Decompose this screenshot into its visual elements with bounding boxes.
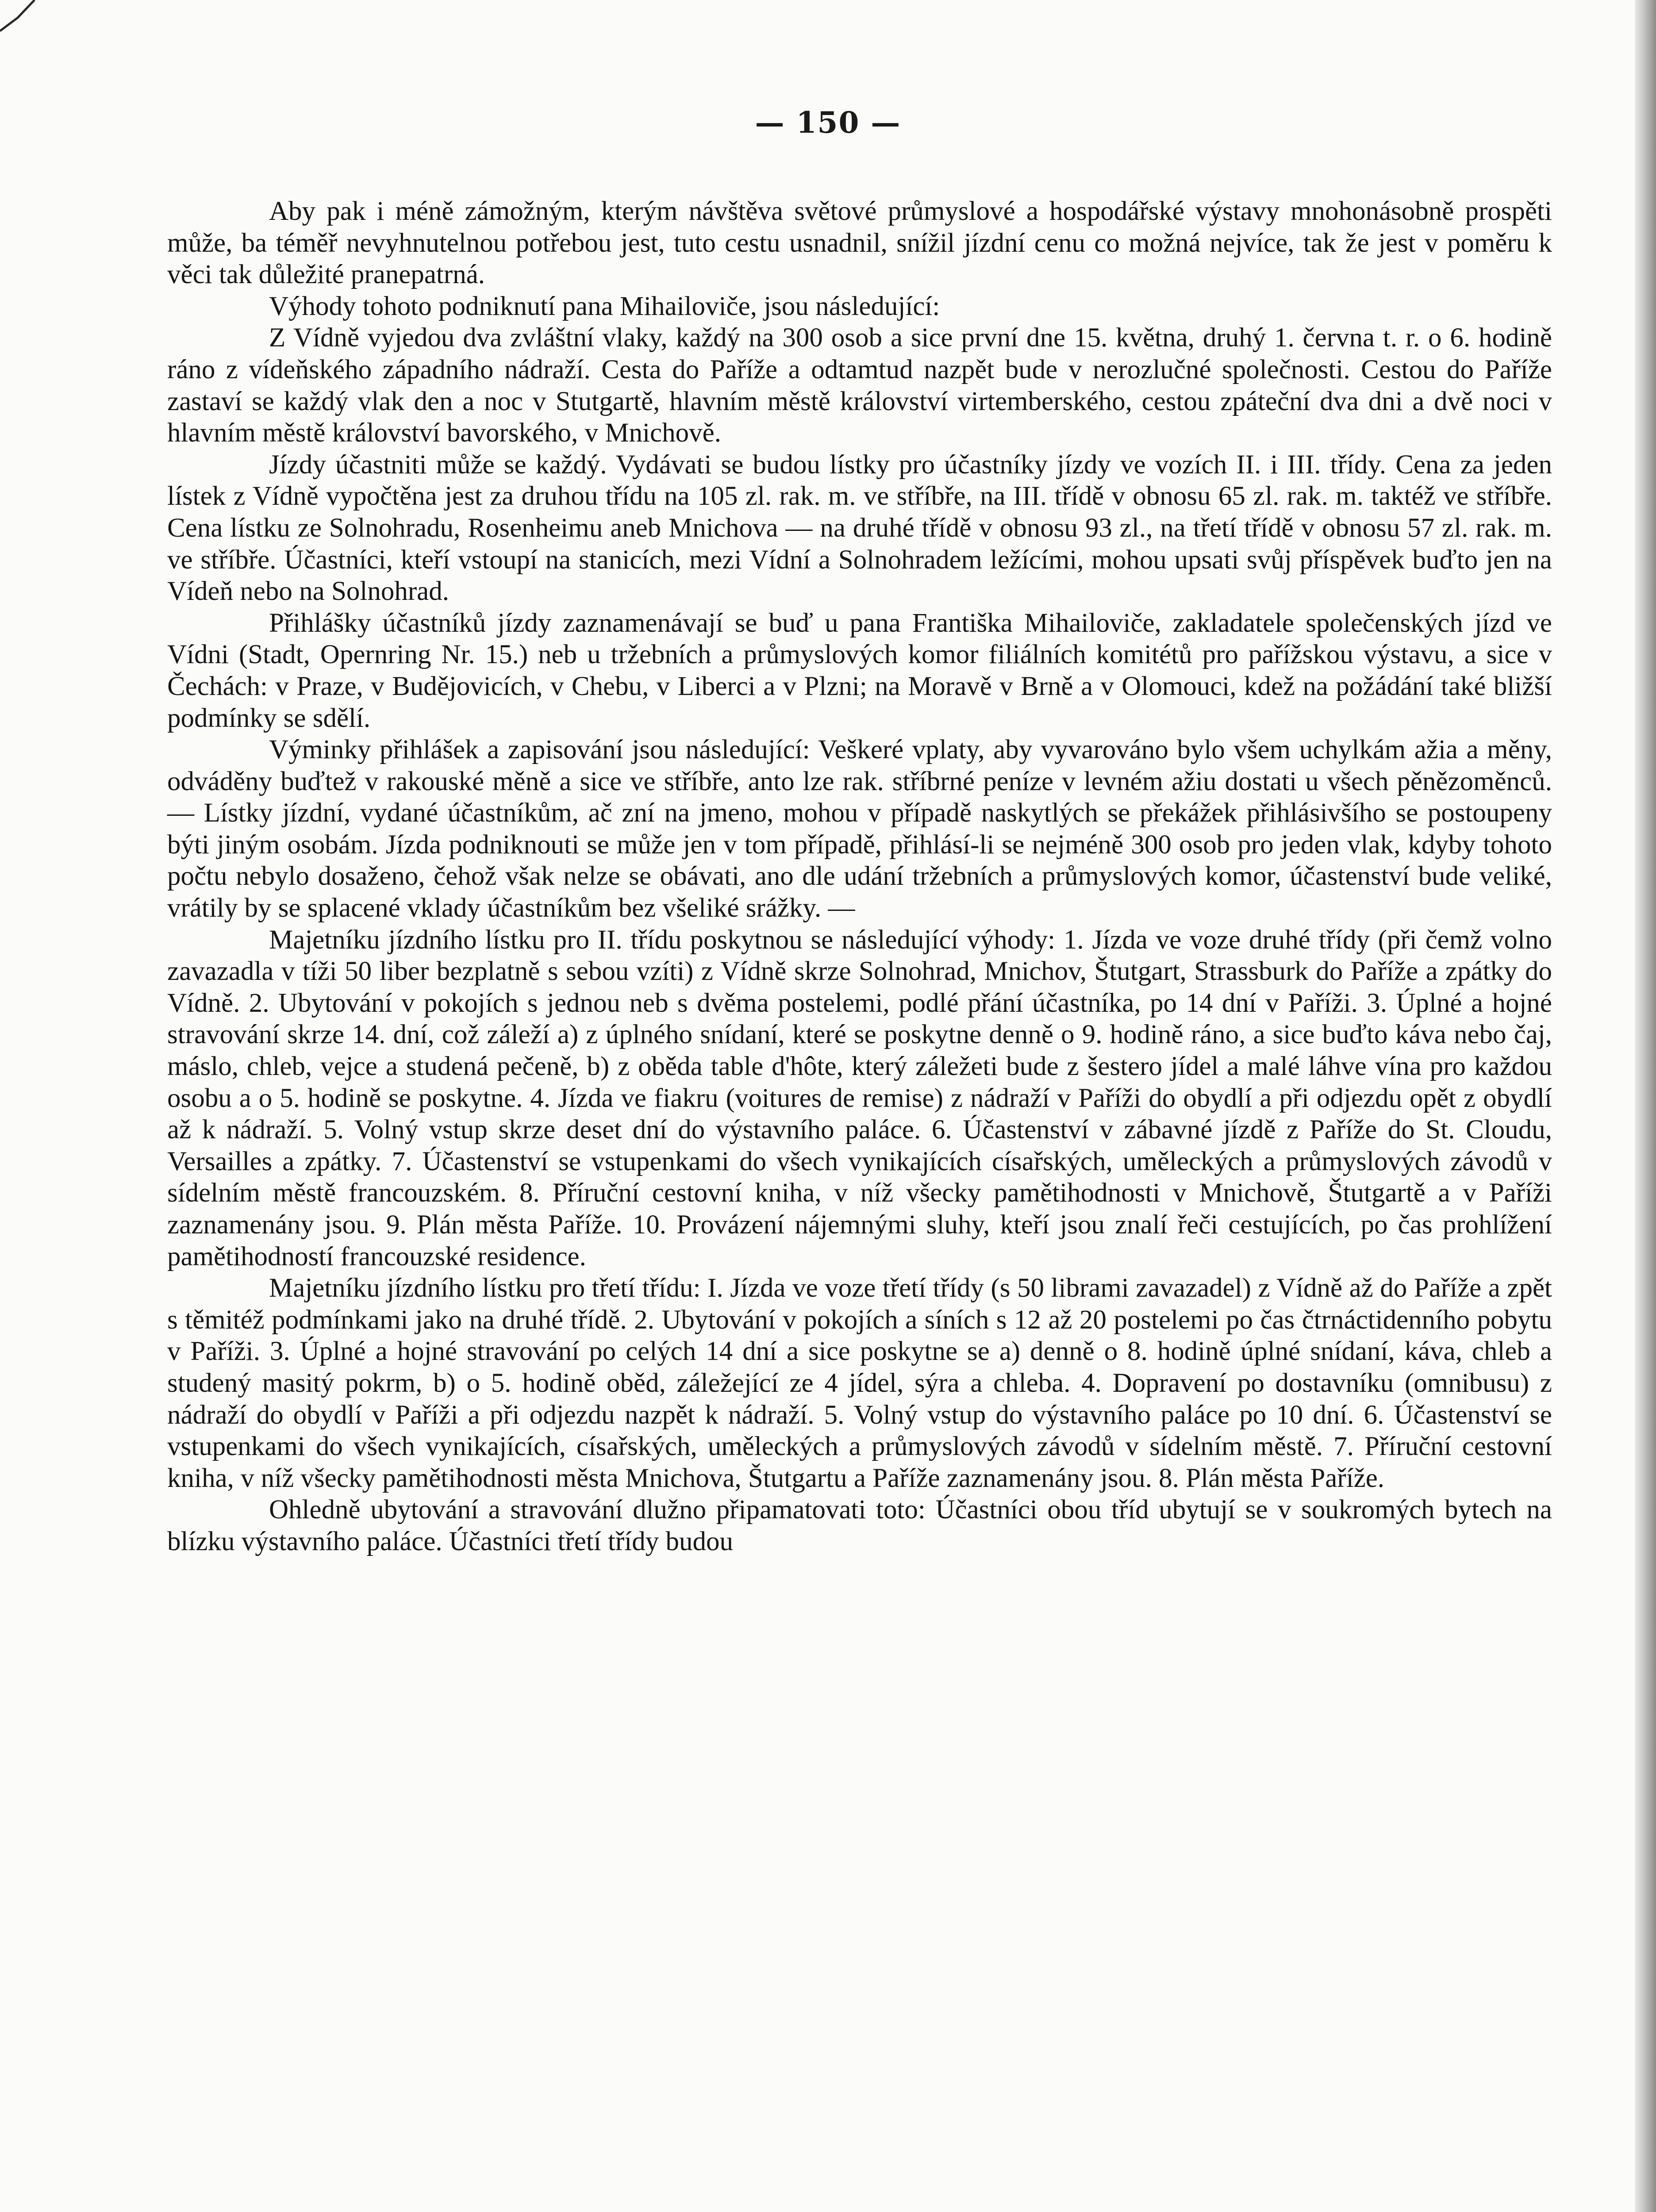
- paragraph: Jízdy účastniti může se každý. Vydávati se budou lístky pro účastníky jízdy ve vozích II. i III. třídy. Cena za jeden lístek z Vídně vypočtěna jest za druhou třídu na 105 zl. rak. m. ve stříbře, na III. třídě v obnosu 65 zl. rak. m. taktéž ve stříbře. Cena lístku ze Solnohradu, Rosenheimu aneb Mnichova — na druhé třídě v obnosu 93 zl., na třetí třídě v obnosu 57 zl. rak. m. ve stříbře. Účastníci, kteří vstoupí na stanicích, mezi Vídní a Solnohradem ležícími, mohou upsati svůj příspěvek buďto jen na Vídeň nebo na Solnohrad.: [167, 449, 1552, 607]
- corner-scan-mark: [0, 0, 53, 35]
- paragraph: Přihlášky účastníků jízdy zaznamenávají se buď u pana Františka Mihailoviče, zakladatele společenských jízd ve Vídni (Stadt, Opernring Nr. 15.) neb u tržebních a průmyslových komor filiálních komitétů pro pařížskou výstavu, a sice v Čechách: v Praze, v Budějovicích, v Chebu, v Liberci a v Plzni; na Moravě v Brně a v Olomouci, kdež na požádání také bližší podmínky se sdělí.: [167, 608, 1552, 733]
- paragraph: Majetníku jízdního lístku pro II. třídu poskytnou se následující výhody: 1. Jízda ve voze druhé třídy (při čemž volno zavazadla v tíži 50 liber bezplatně s sebou vzíti) z Vídně skrze Solnohrad, Mnichov, Štutgart, Strassburk do Paříže a zpátky do Vídně. 2. Ubytování v pokojích s jednou neb s dvěma postelemi, podlé přání účastníka, po 14 dní v Paříži. 3. Úplné a hojné stravování skrze 14. dní, což záleží a) z úplného snídaní, které se poskytne denně o 9. hodině ráno, a sice buďto káva nebo čaj, máslo, chleb, vejce a studená pečeně, b) z oběda table d'hôte, který záležeti bude z šestero jídel a malé láhve vína pro každou osobu a o 5. hodině se poskytne. 4. Jízda ve fiakru (voitures de remise) z nádraží v Paříži do obydlí a při odjezdu opět z obydlí až k nádraží. 5. Volný vstup skrze deset dní do výstavního paláce. 6. Účastenství v zábavné jízdě z Paříže do St. Cloudu, Versailles a zpátky. 7. Účastenství se vstupenkami do všech vynikajících císařských, uměleckých a průmyslových závodů v sídelním městě francouzském. 8. Příruční cestovní kniha, v níž všecky pamětihodnosti v Mnichově, Štutgartě a v Paříži zaznamenány jsou. 9. Plán města Paříže. 10. Provázení nájemnými sluhy, kteří jsou znalí řeči cestujících, po čas prohlížení pamětihodností francouzské residence.: [167, 925, 1552, 1271]
- paragraph: Výminky přihlášek a zapisování jsou následující: Veškeré vplaty, aby vyvarováno bylo všem uchylkám ažia a měny, odváděny buďtež v rakouské měně a sice ve stříbře, anto lze rak. stříbrné peníze v levném ažiu dostati u všech pěnězoměnců. — Lístky jízdní, vydané účastníkům, ač zní na jmeno, mohou v případě naskytlých se překážek přihlásivšího se postoupeny býti jiným osobám. Jízda podniknouti se může jen v tom případě, přihlásí-li se nejméně 300 osob pro jeden vlak, kdyby tohoto počtu nebylo dosaženo, čehož však nelze se obávati, ano dle udání tržebních a průmyslových komor, účastenství bude veliké, vrátily by se splacené vklady účastníkům bez všeliké srážky. —: [167, 735, 1552, 923]
- page-number: — 150 —: [755, 105, 901, 140]
- paragraph: Z Vídně vyjedou dva zvláštní vlaky, každý na 300 osob a sice první dne 15. května, druhý 1. června t. r. o 6. hodině ráno z vídeňského západního nádraží. Cesta do Paříže a odtamtud nazpět bude v nerozlučné společnosti. Cestou do Paříže zastaví se každý vlak den a noc v Stutgartě, hlavním městě království virtemberského, cestou zpáteční dva dni a dvě noci v hlavním městě království bavorského, v Mnichově.: [167, 323, 1552, 448]
- paragraph: Výhody tohoto podniknutí pana Mihailoviče, jsou následující:: [269, 291, 940, 321]
- paragraph: Majetníku jízdního lístku pro třetí třídu: I. Jízda ve voze třetí třídy (s 50 librami zavazadel) z Vídně až do Paříže a zpět s těmitéž podmínkami jako na druhé třídě. 2. Ubytování v pokojích a síních s 12 až 20 postelemi po čas čtrnáctidenního pobytu v Paříži. 3. Úplné a hojné stravování po celých 14 dní a sice poskytne se a) denně o 8. hodině úplné snídaní, káva, chleb a studený masitý pokrm, b) o 5. hodině oběd, záležející ze 4 jídel, sýra a chleba. 4. Dopravení po dostavníku (omnibusu) z nádraží do obydlí v Paříži a při odjezdu nazpět k nádraží. 5. Volný vstup do výstavního paláce po 10 dní. 6. Účastenství se vstupenkami do všech vynikajících, císařských, uměleckých a průmyslových závodů v sídelním městě. 7. Příruční cestovní kniha, v níž všecky pamětihodnosti města Mnichova, Štutgartu a Paříže zaznamenány jsou. 8. Plán města Paříže.: [167, 1273, 1552, 1493]
- paragraph: Aby pak i méně zámožným, kterým návštěva světové průmyslové a hospodářské výstavy mnohonásobně prospěti může, ba téměř nevyhnutelnou potřebou jest, tuto cestu usnadnil, snížil jízdní cenu co možná nejvíce, tak že jest v poměru k věci tak důležité pranepatrná.: [167, 196, 1552, 290]
- page-edge-shadow: [1635, 0, 1656, 2212]
- paragraph: Ohledně ubytování a stravování dlužno připamatovati toto: Účastníci obou tříd ubytují se v soukromých bytech na blízku výstavního paláce. Účastníci třetí třídy budou: [167, 1495, 1552, 1556]
- body-text: [167, 196, 1552, 1558]
